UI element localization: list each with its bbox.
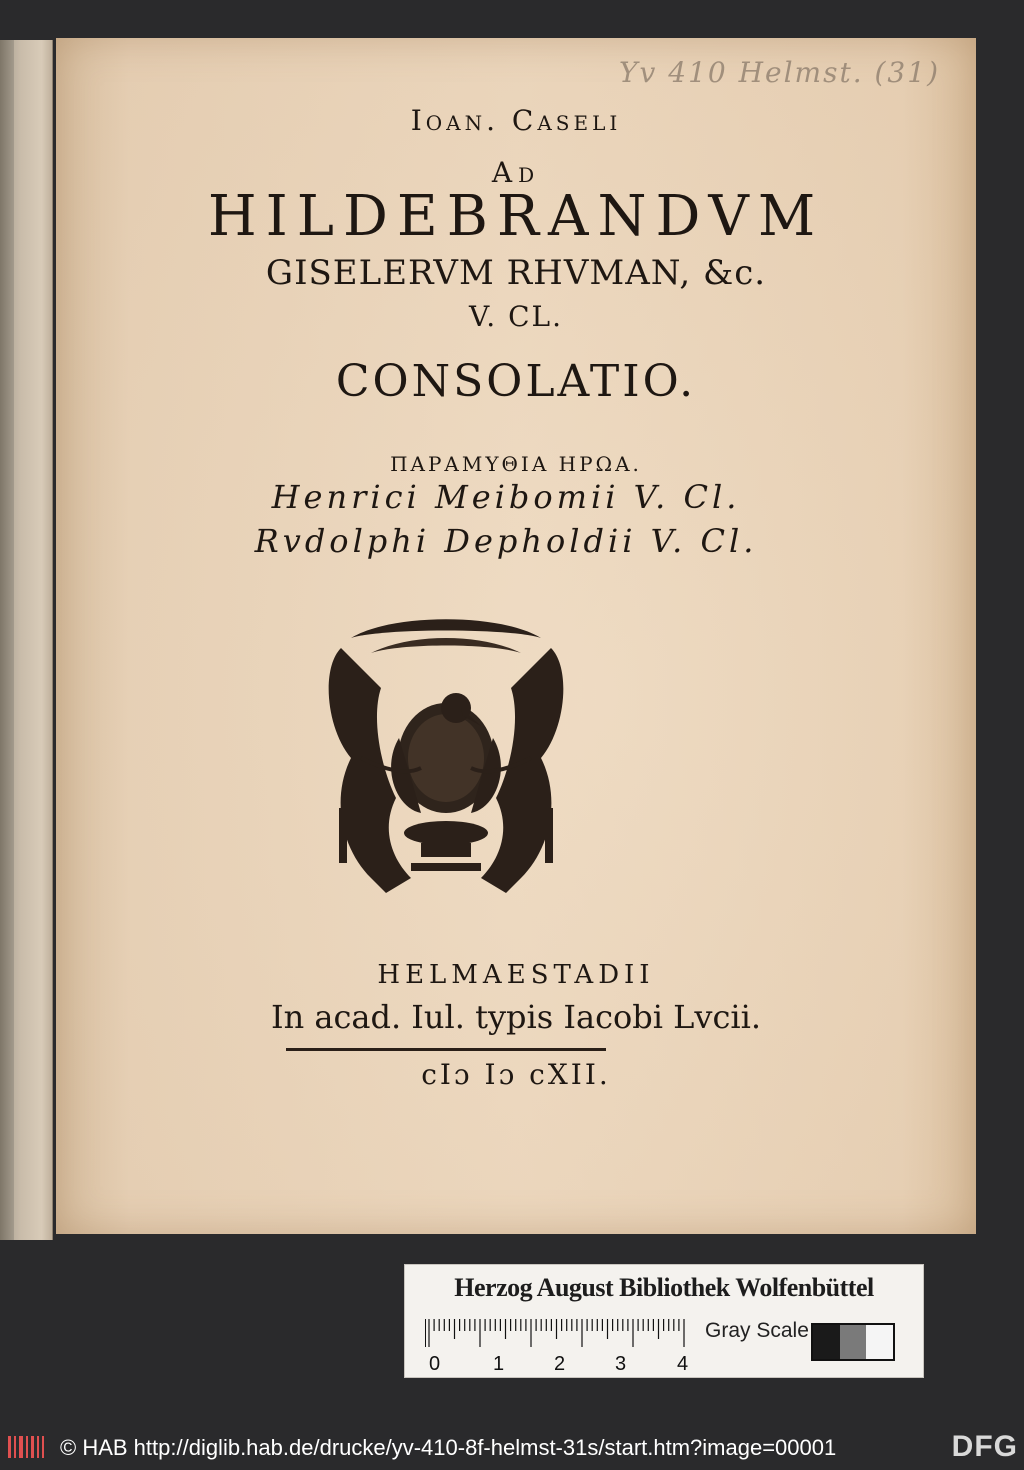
author-line: Ioan. Caseli	[410, 104, 622, 137]
addressee-surname-line: GISELERVM RHVMAN, &c.	[265, 253, 767, 293]
library-name: Herzog August Bibliothek Wolfenbüttel	[454, 1273, 874, 1302]
grayscale-swatch	[811, 1323, 895, 1361]
footer-bar	[0, 1424, 1024, 1470]
imprint-printer: In acad. Iul. typis Iacobi Lvcii.	[270, 998, 762, 1036]
imprint-year: cIɔ Iɔ cXII.	[421, 1058, 611, 1091]
previous-leaf-edge	[0, 40, 53, 1240]
greek-subtitle: ΠΑΡΑΜΥΘΙΑ ΗΡΩΑ.	[390, 452, 642, 476]
scale-number-0: 0	[429, 1353, 441, 1375]
imprint-place: HELMAESTADII	[377, 960, 655, 990]
page-title: CONSOLATIO.	[335, 356, 697, 407]
printers-device-pelican-icon	[311, 608, 581, 908]
scale-number-2: 2	[554, 1353, 566, 1375]
ad-line: Ad	[491, 156, 541, 189]
hab-barcode-icon	[6, 1432, 46, 1462]
grayscale-dark	[813, 1325, 840, 1359]
dfg-logo: DFG	[951, 1430, 1018, 1463]
ruler-scale-icon	[425, 1317, 695, 1357]
grayscale-mid	[840, 1325, 867, 1359]
shelfmark-annotation: Yv 410 Helmst. (31)	[619, 56, 940, 89]
contributor-line-2: Rvdolphi Depholdii V. Cl.	[254, 522, 758, 560]
scale-number-3: 3	[615, 1353, 627, 1375]
color-scale-card	[404, 1264, 924, 1378]
copyright-url: © HAB http://diglib.hab.de/drucke/yv-410-8f-helmst-31s/start.htm?image=00001	[60, 1435, 837, 1460]
grayscale-light	[866, 1325, 893, 1359]
scale-number-4: 4	[677, 1353, 689, 1375]
contributor-line-1: Henrici Meibomii V. Cl.	[271, 478, 741, 516]
honorific-line: V. CL.	[468, 300, 564, 333]
title-page	[56, 38, 976, 1234]
grayscale-label: Gray Scale	[705, 1319, 809, 1342]
scale-number-1: 1	[493, 1353, 505, 1375]
imprint-divider	[286, 1048, 606, 1051]
addressee-name-line: HILDEBRANDVM	[207, 184, 825, 249]
